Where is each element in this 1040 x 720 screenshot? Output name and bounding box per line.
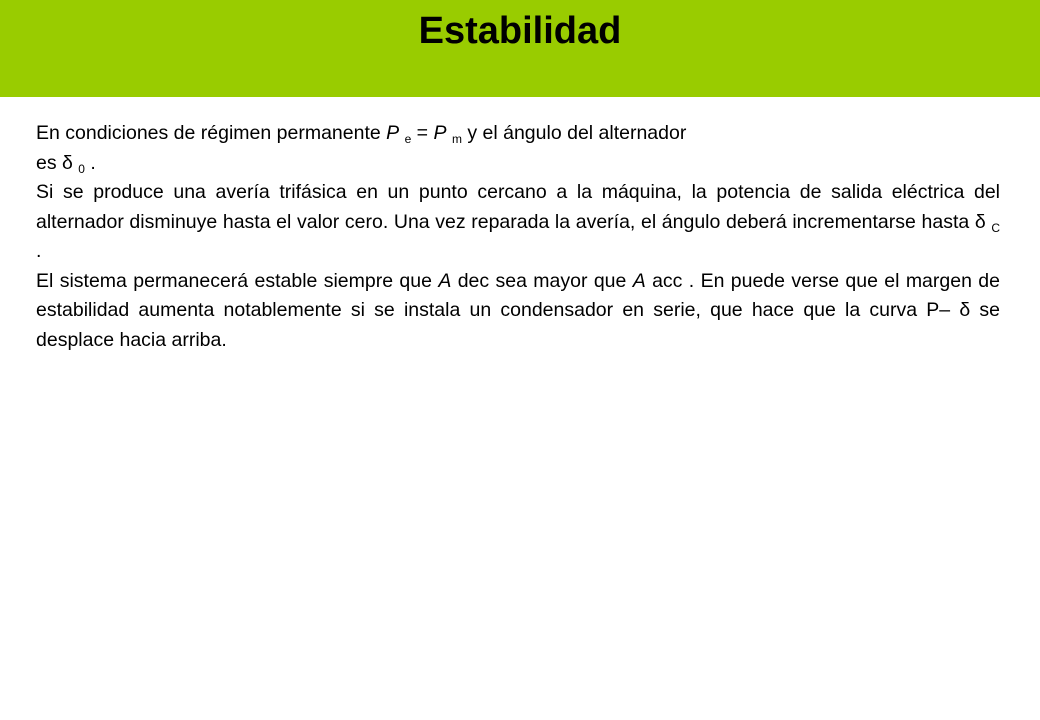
symbol-a: A	[438, 269, 452, 292]
text-run: acc . En puede verse que el margen de estabilidad aumenta notablemente si se instala un condensador en serie, que hace que la curva P– δ se desplace hacia arriba.	[36, 269, 1000, 351]
paragraph-angle	[36, 149, 1000, 179]
paragraph-steady-state	[36, 119, 1000, 149]
text-run: Si se produce una avería trifásica en un punto cercano a la máquina, la potencia de salida eléctrica del alternador disminuye hasta el valor cero. Una vez reparada la avería, el ángulo deberá incrementarse hasta δ	[36, 181, 1000, 233]
symbol-a: A	[632, 269, 646, 292]
symbol-p: P	[433, 122, 447, 144]
text-run: .	[84, 151, 96, 174]
subscript-0: 0	[78, 161, 85, 176]
text-run: dec sea mayor que	[451, 269, 633, 292]
subscript-m: m	[451, 132, 462, 146]
text-run: .	[36, 240, 42, 262]
slide-body	[36, 119, 1000, 355]
subscript-e: e	[404, 132, 412, 146]
subscript-c: C	[991, 220, 1000, 235]
symbol-p: P	[386, 122, 400, 144]
text-run: y el ángulo del alternador	[461, 122, 687, 144]
slide-title: Estabilidad	[418, 10, 622, 52]
paragraph-fault	[36, 178, 1000, 267]
text-run: =	[411, 122, 434, 144]
text-run: es δ	[36, 151, 79, 174]
text-run: En condiciones de régimen permanente	[36, 122, 387, 144]
paragraph-stability	[36, 267, 1000, 356]
text-run: El sistema permanecerá estable siempre que	[36, 269, 439, 292]
